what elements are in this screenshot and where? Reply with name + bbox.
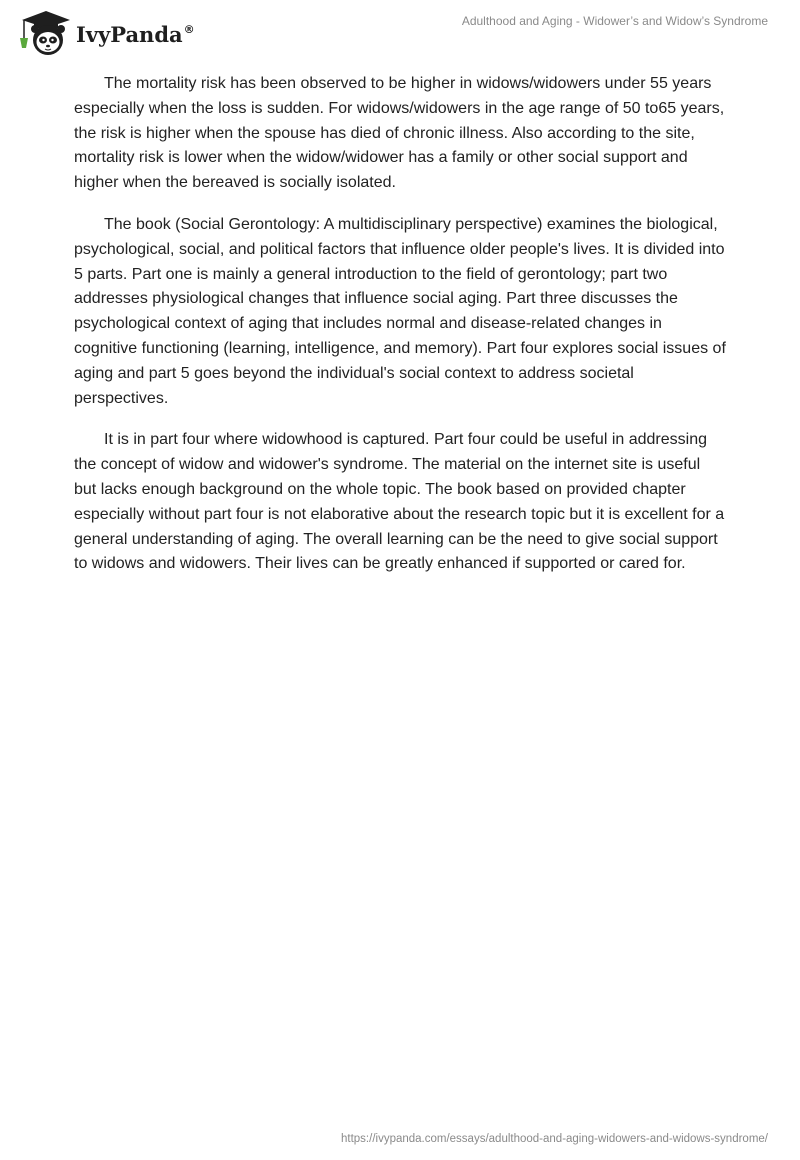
document-title: Adulthood and Aging - Widower’s and Widow’s Syndrome	[461, 14, 768, 28]
brand-name: IvyPanda®	[76, 21, 195, 47]
brand-logo[interactable]	[14, 8, 195, 58]
essay-body	[74, 72, 726, 594]
paragraph-3: It is in part four where widowhood is captured. Part four could be useful in addressing the concept of widow and widower's syndrome. The material on the internet site is useful but lacks enough background on the whole topic. The book based on provided chapter especially without part four is not elaborative about the research topic but it is excellent for a general understanding of aging. The overall learning can be the need to give social support to widows and widowers. Their lives can be greatly enhanced if supported or cared for.	[74, 431, 725, 573]
paragraph-2: The book (Social Gerontology: A multidisciplinary perspective) examines the biological, psychological, social, and political factors that influence older people's lives. It is divided into 5 parts. Part one is mainly a general introduction to the field of gerontology; part two addresses physiological changes that influence social aging. Part three discusses the psychological context of aging that includes normal and disease-related changes in cognitive functioning (learning, intelligence, and memory). Part four explores social issues of aging and part 5 goes beyond the individual's social context to address societal perspectives.	[74, 215, 726, 407]
source-url-link[interactable]: https://ivypanda.com/essays/adulthood-and-aging-widowers-and-widows-syndrome/	[341, 1133, 768, 1145]
registered-mark: ®	[183, 22, 195, 36]
panda-graduate-icon	[14, 8, 72, 58]
page-header	[0, 0, 800, 70]
paragraph-1: The mortality risk has been observed to be higher in widows/widowers under 55 years especially when the loss is sudden. For widows/widowers in the age range of 50 to65 years, the risk is higher when the spouse has died of chronic illness. Also according to the site, mortality risk is lower when the widow/widower has a family or other social support and higher when the bereaved is socially isolated.	[74, 75, 725, 192]
